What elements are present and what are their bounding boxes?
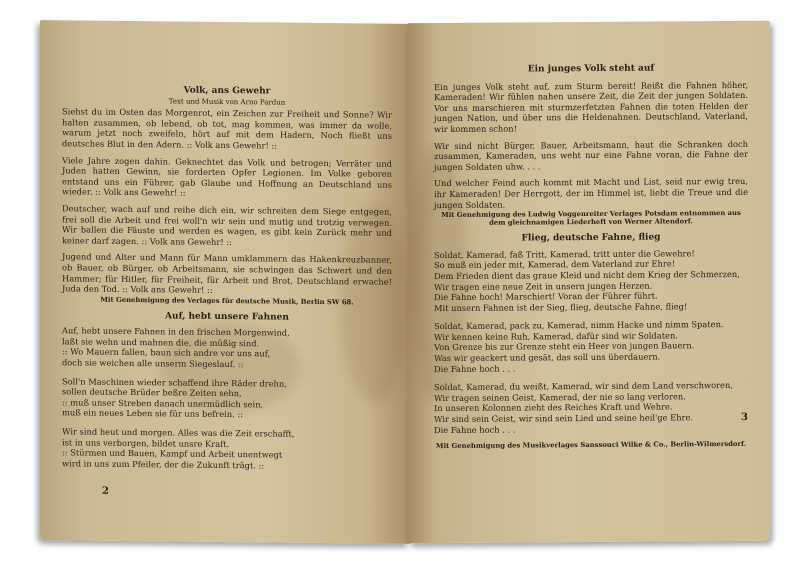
permission-note: Mit Genehmigung des Ludwig Voggenreiter Verlages Potsdam entnommen aus dem gleichnamigen Liederheft von Werner Altendorf. (441, 209, 741, 227)
song-title: Auf, hebt unsere Fahnen (165, 311, 289, 323)
song-line: sollen deutsche Brüder beßre Zeiten sehn, (62, 386, 242, 399)
song-verse: Deutscher, wach auf und reihe dich ein, wir schreiten dem Siege entgegen, frei soll die Arbeit und frei woll'n wir sein und mutig und trotzig verwegen. Wir ballen die Fäuste und werden es wagen, es gibt kein Zurück mehr und keiner darf zagen. :: Volk ans Gewehr! :: (62, 203, 392, 247)
song-stanza (62, 326, 392, 372)
song-title: Flieg, deutsche Fahne, flieg (521, 232, 661, 244)
song-stanza (62, 376, 392, 422)
song-line: Von Grenze bis zur Grenze steht ein Heer von jungen Bauern. (434, 340, 695, 353)
song-stanza (434, 380, 748, 435)
song-verse: Wir sind nicht Bürger, Bauer, Arbeitsmann, haut die Schranken doch zusammen, Kameraden, uns weht nur eine Fahne voran, die Fahne der jungen Soldaten uhw. . . . (434, 138, 748, 172)
song-line: :: Wo Mauern fallen, baun sich andre vor uns auf, (62, 346, 271, 359)
song-line: In unseren Kolonnen zieht des Reiches Kraft und Wehre. (434, 401, 673, 414)
song-line: Wir kennen keine Ruh, Kamerad, dafür sind wir Soldaten. (434, 330, 678, 342)
song-line: Mit unsern Fahnen ist der Sieg, flieg, deutsche Fahne, flieg! (434, 301, 688, 313)
song-line: Dem Frieden dient das graue Kleid und nicht dem Krieg der Schmerzen, (434, 268, 740, 281)
right-page (408, 21, 770, 544)
song-line: Auf, hebt unsere Fahnen in den frischen Morgenwind, (62, 325, 290, 338)
song-stanza (434, 248, 748, 314)
song-line: Die Fahne hoch . . . (434, 424, 516, 435)
song-line: laßt sie wehn und mahnen die, die müßig sind. (62, 336, 260, 349)
page-number: 2 (102, 485, 109, 497)
song-line: Wir tragen seinen Geist, Kamerad, der nie so lang verloren. (434, 391, 686, 403)
song-verse: Siehst du im Osten das Morgenrot, ein Zeichen zur Freiheit und Sonne? Wir halten zusammen, ob lebend, ob tot, mag kommen, was immer da wolle, warum jetzt noch zweifeln, hört auf mit dem Hadern, Noch fließt uns deutsches Blut in den Adern. :: Volk ans Gewehr! :: (62, 106, 392, 151)
permission-note: Mit Genehmigung des Musikverlages Sanssouci Wilke & Co., Berlin-Wilmersdorf. (435, 440, 747, 451)
left-page-text (62, 84, 392, 472)
song-line: Soldat, Kamerad, pack zu, Kamerad, nimm Hacke und nimm Spaten. (434, 319, 724, 332)
song-line: Die Fahne hoch . . . (434, 363, 516, 374)
open-booklet (40, 22, 768, 542)
song-line: wird in uns zum Pfeiler, der die Zukunft trägt. :: (62, 458, 265, 471)
song-stanza (434, 319, 748, 374)
song-verse: Ein junges Volk steht auf, zum Sturm bereit! Reißt die Fahnen höher, Kameraden! Wir fühlen nahen unsere Zeit, die Zeit der jungen Soldaten. Vor uns marschieren mit sturmzerfetzten Fahnen die toten Helden der jungen Nation, und über uns die Heldenahnen. Deutschland, Vaterland, wir kommen schon! (434, 79, 748, 135)
song-line: Wir sind heut und morgen. Alles was die Zeit erschafft, (62, 426, 295, 439)
song-verse: Viele Jahre zogen dahin. Geknechtet das Volk und betrogen; Verräter und Juden hatten Gewinn, sie forderten Opfer Legionen. Im Volke geboren entstand uns ein Führer, gab Glaube und Hoffnung an Deutschland uns wieder. :: Volk ans Gewehr! :: (62, 154, 392, 198)
song-line: doch sie weichen alle unserm Siegeslauf. :: (62, 357, 244, 370)
song-line: Soll'n Maschinen wieder schaffend ihre Räder drehn, (62, 375, 287, 389)
song-line: ist in uns verborgen, bildet unsre Kraft. (62, 436, 230, 449)
permission-note: Mit Genehmigung des Verlages für deutsche Musik, Berlin SW 68. (100, 295, 354, 307)
song-line: muß ein neues Leben sie für uns befrein. :: (62, 407, 244, 420)
song-title: Ein junges Volk steht auf (527, 63, 655, 75)
song-verse: Und welcher Feind auch kommt mit Macht und List, seid nur ewig treu, ihr Kameraden! Der Herrgott, der im Himmel ist, liebt die Treue und die jungen Soldaten. (434, 176, 748, 210)
song-line: Soldat, Kamerad, du weißt, Kamerad, wir sind dem Land verschworen, (434, 380, 733, 393)
song-stanza (62, 426, 392, 472)
left-page (40, 20, 410, 544)
song-line: :: muß unser Streben danach unermüdlich sein, (62, 397, 264, 410)
song-line: Was wir geackert und gesät, das soll uns überdauern. (434, 351, 661, 364)
song-line: So muß ein jeder mit, Kamerad, dem Vaterland zur Ehre! (434, 258, 676, 271)
song-credit: Text und Musik von Arno Pardun (168, 97, 286, 107)
song-title: Volk, ans Gewehr (183, 85, 271, 97)
song-line: Wir sind sein Geist, wir sind sein Lied und seine heil'ge Ehre. (434, 412, 694, 425)
song-line: Die Fahne hoch! Marschiert! Voran der Führer führt. (434, 290, 658, 303)
song-verse: Jugend und Alter und Mann für Mann umklammern das Hakenkreuzbanner, ob Bauer, ob Bürger, ob Arbeitsmann, sie schwingen das Schwert und den Hammer; für Hitler, für Freiheit, für Arbeit und Brot, Deutschland erwache! Juda den Tod. :: Volk ans Gewehr! :: (62, 251, 392, 295)
page-number: 3 (741, 411, 748, 423)
song-line: Wir tragen eine neue Zeit in unsern jungen Herzen. (434, 280, 653, 292)
song-line: :: Stürmen und Bauen, Kampf und Arbeit unentwegt (62, 447, 283, 460)
right-page-text (434, 63, 748, 457)
song-line: Soldat, Kamerad, faß Tritt, Kamerad, tritt unter die Gewehre! (434, 247, 695, 260)
